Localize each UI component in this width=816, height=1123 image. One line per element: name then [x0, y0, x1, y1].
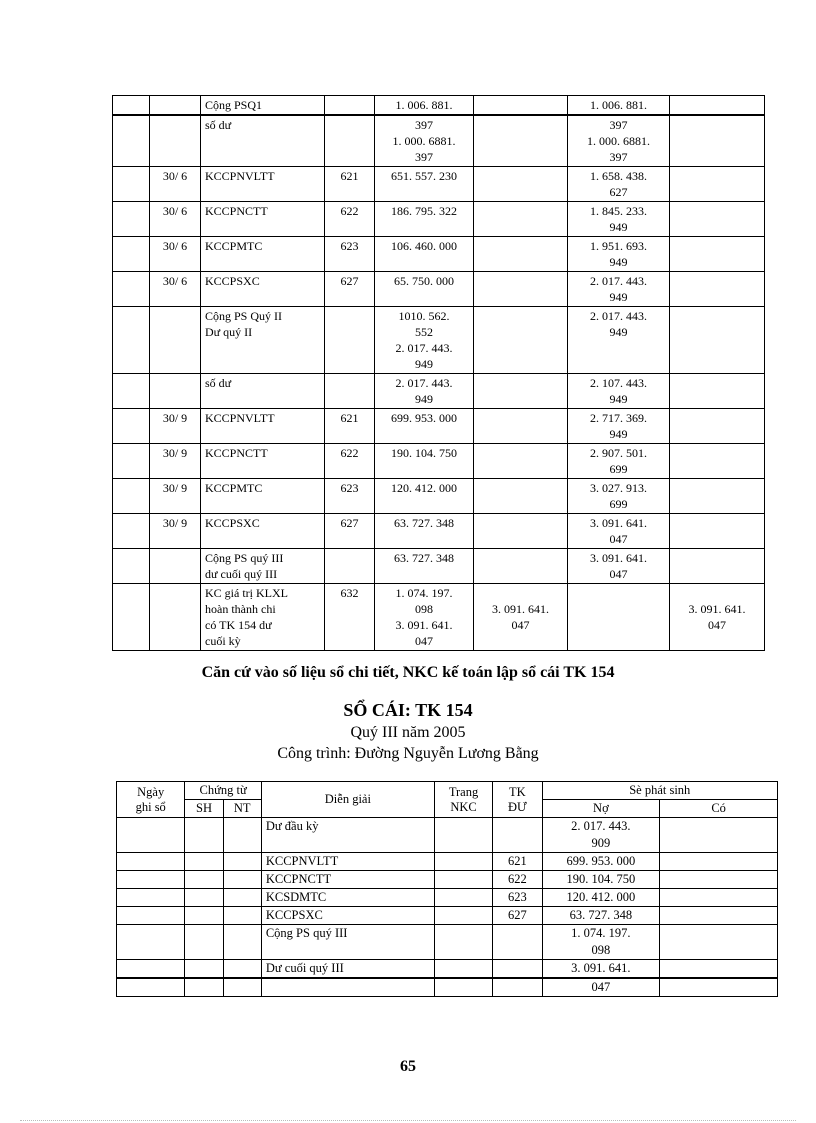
table-row — [113, 272, 765, 307]
date-cell — [117, 889, 185, 907]
date-cell — [117, 907, 185, 925]
table-row — [113, 307, 765, 374]
description-cell: Cộng PS quý III — [261, 925, 434, 960]
balance-credit-cell — [670, 514, 765, 549]
debit-cell: 120. 412. 000 — [375, 479, 474, 514]
empty-cell — [113, 115, 150, 167]
description-cell: KCCPNVLTT — [201, 167, 325, 202]
ledger-title: SỔ CÁI: TK 154 — [343, 700, 473, 720]
credit-cell — [474, 96, 568, 116]
debit-cell: 397 1. 000. 6881. 397 — [375, 115, 474, 167]
empty-cell — [113, 549, 150, 584]
account-cell — [325, 307, 375, 374]
header-voucher-number: SH — [185, 800, 223, 818]
contra-account-cell: 622 — [493, 871, 542, 889]
ledger-period: Quý III năm 2005 — [350, 724, 466, 741]
table-row — [113, 549, 765, 584]
credit-cell — [474, 479, 568, 514]
debit-cell: 106. 460. 000 — [375, 237, 474, 272]
balance-credit-cell — [670, 272, 765, 307]
header-date: Ngày ghi sổ — [117, 782, 185, 818]
balance-debit-cell: 1. 006. 881. — [568, 96, 670, 116]
debit-cell: 63. 727. 348 — [542, 907, 660, 925]
header-credit: Có — [660, 800, 778, 818]
balance-credit-cell — [670, 307, 765, 374]
table-row — [117, 853, 778, 871]
description-cell: KCCPNVLTT — [261, 853, 434, 871]
table-row — [117, 871, 778, 889]
contra-account-cell: 627 — [493, 907, 542, 925]
balance-debit-cell: 2. 107. 443. 949 — [568, 374, 670, 409]
contra-account-cell — [493, 978, 542, 997]
balance-debit-cell: 3. 091. 641. 047 — [568, 549, 670, 584]
date-cell — [150, 374, 201, 409]
credit-cell — [474, 444, 568, 479]
balance-debit-cell: 3. 091. 641. 047 — [568, 514, 670, 549]
debit-cell: 2. 017. 443. 949 — [375, 374, 474, 409]
description-cell — [261, 978, 434, 997]
table-row — [117, 907, 778, 925]
account-cell: 632 — [325, 584, 375, 651]
balance-credit-cell: 3. 091. 641. 047 — [670, 584, 765, 651]
voucher-date-cell — [223, 978, 261, 997]
description-cell: Dư đầu kỳ — [261, 818, 434, 853]
description-cell: KCCPMTC — [201, 237, 325, 272]
debit-cell: 190. 104. 750 — [542, 871, 660, 889]
balance-credit-cell — [670, 202, 765, 237]
nkc-page-cell — [434, 889, 492, 907]
date-cell — [150, 584, 201, 651]
table-row — [113, 96, 765, 116]
empty-cell — [113, 202, 150, 237]
table-row — [113, 115, 765, 167]
contra-account-cell — [493, 925, 542, 960]
credit-cell — [660, 978, 778, 997]
debit-cell: 651. 557. 230 — [375, 167, 474, 202]
debit-cell: 120. 412. 000 — [542, 889, 660, 907]
description-cell: KCCPSXC — [201, 272, 325, 307]
table-row — [113, 584, 765, 651]
description-cell: Cộng PS Quý II Dư quý II — [201, 307, 325, 374]
header-amount: Sè phát sinh — [542, 782, 777, 800]
account-cell: 623 — [325, 479, 375, 514]
credit-cell — [660, 960, 778, 979]
description-cell: số dư — [201, 115, 325, 167]
credit-cell — [474, 272, 568, 307]
voucher-date-cell — [223, 853, 261, 871]
balance-debit-cell — [568, 584, 670, 651]
voucher-date-cell — [223, 907, 261, 925]
credit-cell — [474, 167, 568, 202]
table-row — [117, 925, 778, 960]
detail-ledger-table — [112, 95, 765, 651]
debit-cell: 2. 017. 443. 909 — [542, 818, 660, 853]
date-cell — [117, 853, 185, 871]
date-cell — [150, 115, 201, 167]
debit-cell: 63. 727. 348 — [375, 549, 474, 584]
table-row — [113, 374, 765, 409]
date-cell — [150, 307, 201, 374]
page-footer-divider — [20, 1120, 796, 1121]
voucher-number-cell — [185, 925, 223, 960]
debit-cell: 1010. 562. 552 2. 017. 443. 949 — [375, 307, 474, 374]
header-contra-account: TK ĐƯ — [493, 782, 542, 818]
debit-cell: 186. 795. 322 — [375, 202, 474, 237]
contra-account-cell: 621 — [493, 853, 542, 871]
credit-cell — [474, 409, 568, 444]
voucher-number-cell — [185, 871, 223, 889]
debit-cell: 047 — [542, 978, 660, 997]
date-cell — [117, 818, 185, 853]
balance-debit-cell: 2. 907. 501. 699 — [568, 444, 670, 479]
description-cell: Cộng PS quý III dư cuối quý III — [201, 549, 325, 584]
date-cell — [150, 549, 201, 584]
balance-credit-cell — [670, 444, 765, 479]
debit-cell: 3. 091. 641. — [542, 960, 660, 979]
credit-cell — [474, 514, 568, 549]
debit-cell: 699. 953. 000 — [375, 409, 474, 444]
table-row — [117, 978, 778, 997]
general-ledger-table — [116, 781, 778, 997]
empty-cell — [113, 514, 150, 549]
voucher-number-cell — [185, 818, 223, 853]
balance-debit-cell: 2. 717. 369. 949 — [568, 409, 670, 444]
voucher-date-cell — [223, 960, 261, 979]
balance-debit-cell: 2. 017. 443. 949 — [568, 307, 670, 374]
credit-cell — [474, 202, 568, 237]
table-row — [113, 514, 765, 549]
credit-cell — [474, 237, 568, 272]
header-nkc-page: Trang NKC — [434, 782, 492, 818]
account-cell: 621 — [325, 167, 375, 202]
date-cell: 30/ 6 — [150, 237, 201, 272]
empty-cell — [113, 96, 150, 116]
date-cell — [150, 96, 201, 116]
debit-cell: 1. 006. 881. — [375, 96, 474, 116]
voucher-date-cell — [223, 871, 261, 889]
nkc-page-cell — [434, 925, 492, 960]
balance-debit-cell: 1. 951. 693. 949 — [568, 237, 670, 272]
voucher-number-cell — [185, 960, 223, 979]
debit-cell: 63. 727. 348 — [375, 514, 474, 549]
empty-cell — [113, 584, 150, 651]
account-cell: 623 — [325, 237, 375, 272]
credit-cell: 3. 091. 641. 047 — [474, 584, 568, 651]
date-cell — [117, 871, 185, 889]
date-cell — [117, 925, 185, 960]
description-cell: KCCPMTC — [201, 479, 325, 514]
credit-cell — [474, 307, 568, 374]
account-cell — [325, 374, 375, 409]
voucher-number-cell — [185, 889, 223, 907]
debit-cell: 1. 074. 197. 098 — [542, 925, 660, 960]
balance-credit-cell — [670, 237, 765, 272]
nkc-page-cell — [434, 818, 492, 853]
account-cell: 621 — [325, 409, 375, 444]
debit-cell: 65. 750. 000 — [375, 272, 474, 307]
balance-debit-cell: 1. 845. 233. 949 — [568, 202, 670, 237]
table-row — [113, 409, 765, 444]
description-cell: KCSDMTC — [261, 889, 434, 907]
table-row — [113, 202, 765, 237]
credit-cell — [660, 871, 778, 889]
balance-credit-cell — [670, 549, 765, 584]
account-cell: 627 — [325, 514, 375, 549]
debit-cell: 190. 104. 750 — [375, 444, 474, 479]
table-row — [117, 889, 778, 907]
contra-account-cell — [493, 960, 542, 979]
ledger-project: Công trình: Đường Nguyễn Lương Bằng — [277, 745, 539, 762]
account-cell: 622 — [325, 444, 375, 479]
credit-cell — [660, 853, 778, 871]
balance-debit-cell: 3. 027. 913. 699 — [568, 479, 670, 514]
credit-cell — [660, 889, 778, 907]
account-cell — [325, 96, 375, 116]
page-number: 65 — [400, 1058, 416, 1075]
header-voucher-date: NT — [223, 800, 261, 818]
description-cell: KCCPNCTT — [261, 871, 434, 889]
nkc-page-cell — [434, 853, 492, 871]
voucher-number-cell — [185, 907, 223, 925]
table-row — [113, 479, 765, 514]
credit-cell — [660, 907, 778, 925]
balance-debit-cell: 2. 017. 443. 949 — [568, 272, 670, 307]
header-description: Diễn giải — [261, 782, 434, 818]
table-row — [117, 818, 778, 853]
contra-account-cell: 623 — [493, 889, 542, 907]
debit-cell: 1. 074. 197. 098 3. 091. 641. 047 — [375, 584, 474, 651]
empty-cell — [113, 374, 150, 409]
caption-text: Căn cứ vào số liệu sổ chi tiết, NKC kế toán lập sổ cái TK 154 — [201, 664, 615, 681]
date-cell: 30/ 9 — [150, 479, 201, 514]
table-row — [113, 444, 765, 479]
voucher-date-cell — [223, 925, 261, 960]
table-row — [113, 167, 765, 202]
nkc-page-cell — [434, 871, 492, 889]
contra-account-cell — [493, 818, 542, 853]
credit-cell — [474, 374, 568, 409]
balance-credit-cell — [670, 167, 765, 202]
nkc-page-cell — [434, 907, 492, 925]
balance-credit-cell — [670, 115, 765, 167]
description-cell: KCCPNCTT — [201, 444, 325, 479]
voucher-number-cell — [185, 853, 223, 871]
header-voucher: Chứng từ — [185, 782, 261, 800]
voucher-date-cell — [223, 889, 261, 907]
empty-cell — [113, 237, 150, 272]
credit-cell — [660, 818, 778, 853]
empty-cell — [113, 409, 150, 444]
voucher-date-cell — [223, 818, 261, 853]
description-cell: KCCPSXC — [201, 514, 325, 549]
description-cell: KC giá trị KLXL hoàn thành chi có TK 154 dư cuối kỳ — [201, 584, 325, 651]
description-cell: KCCPSXC — [261, 907, 434, 925]
account-cell — [325, 549, 375, 584]
header-debit: Nợ — [542, 800, 660, 818]
balance-credit-cell — [670, 409, 765, 444]
nkc-page-cell — [434, 960, 492, 979]
credit-cell — [474, 115, 568, 167]
description-cell: Cộng PSQ1 — [201, 96, 325, 116]
credit-cell — [660, 925, 778, 960]
date-cell — [117, 978, 185, 997]
date-cell: 30/ 9 — [150, 444, 201, 479]
credit-cell — [474, 549, 568, 584]
date-cell: 30/ 9 — [150, 514, 201, 549]
date-cell: 30/ 9 — [150, 409, 201, 444]
balance-debit-cell: 1. 658. 438. 627 — [568, 167, 670, 202]
empty-cell — [113, 272, 150, 307]
debit-cell: 699. 953. 000 — [542, 853, 660, 871]
balance-credit-cell — [670, 479, 765, 514]
nkc-page-cell — [434, 978, 492, 997]
empty-cell — [113, 167, 150, 202]
account-cell — [325, 115, 375, 167]
date-cell: 30/ 6 — [150, 167, 201, 202]
date-cell: 30/ 6 — [150, 272, 201, 307]
account-cell: 627 — [325, 272, 375, 307]
voucher-number-cell — [185, 978, 223, 997]
date-cell — [117, 960, 185, 979]
description-cell: KCCPNCTT — [201, 202, 325, 237]
balance-debit-cell: 397 1. 000. 6881. 397 — [568, 115, 670, 167]
empty-cell — [113, 444, 150, 479]
description-cell: KCCPNVLTT — [201, 409, 325, 444]
account-cell: 622 — [325, 202, 375, 237]
table-row — [113, 237, 765, 272]
balance-credit-cell — [670, 374, 765, 409]
date-cell: 30/ 6 — [150, 202, 201, 237]
table-row — [117, 960, 778, 979]
empty-cell — [113, 307, 150, 374]
balance-credit-cell — [670, 96, 765, 116]
description-cell: số dư — [201, 374, 325, 409]
empty-cell — [113, 479, 150, 514]
description-cell: Dư cuối quý III — [261, 960, 434, 979]
